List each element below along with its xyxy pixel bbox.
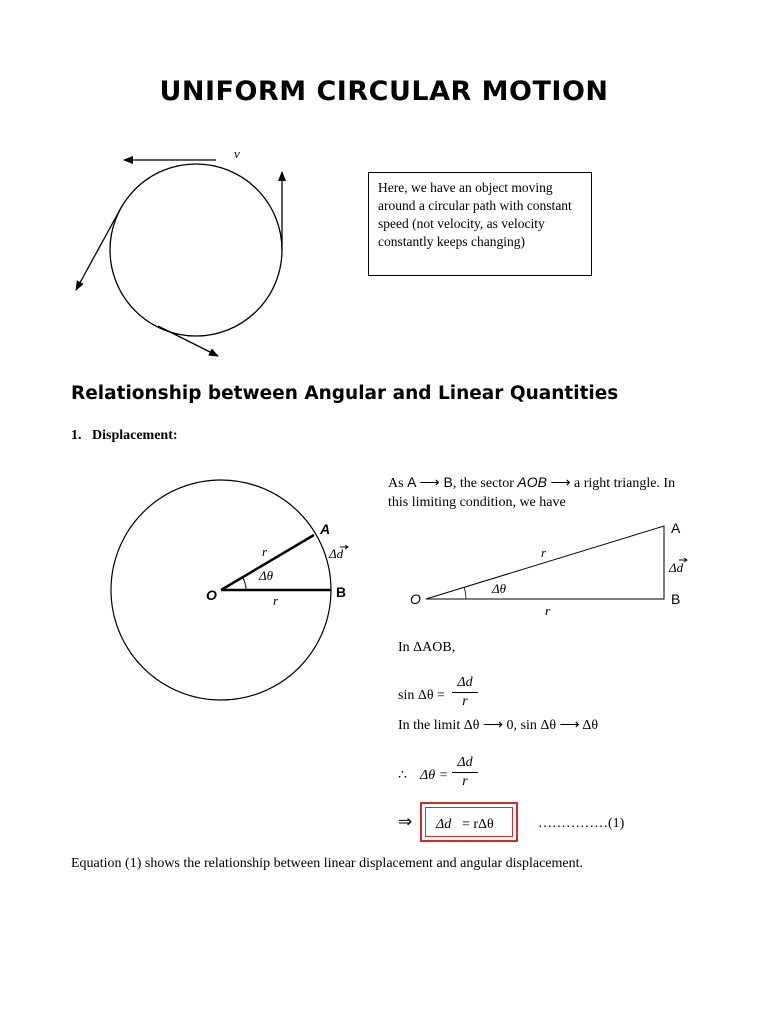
boxed-rhs: = rΔθ	[462, 817, 494, 832]
equation-number: ……………(1)	[538, 816, 625, 831]
motion-circle	[110, 164, 282, 336]
page-title: UNIFORM CIRCULAR MOTION	[159, 76, 609, 107]
displacement-label	[71, 428, 178, 444]
intro-aob: AOB	[517, 474, 547, 490]
intro-tail: ⟶ a right triangle. In	[550, 476, 676, 491]
triangle-diagram	[400, 515, 710, 625]
sector-diagram	[100, 470, 360, 710]
tri-label-r-hyp: r	[541, 545, 547, 560]
sin-fraction	[452, 674, 478, 711]
triangle-angle-arc	[464, 587, 466, 599]
therefore-frac-den: r	[462, 774, 468, 789]
label-r-top: r	[262, 544, 268, 559]
section-heading: Relationship between Angular and Linear Quantities	[71, 383, 619, 404]
limit-text: In the limit Δθ ⟶ 0, sin Δθ ⟶ Δθ	[398, 718, 599, 733]
label-B: B	[336, 584, 347, 600]
label-A: A	[320, 521, 331, 537]
angle-arc	[243, 578, 246, 590]
label-dtheta: Δθ	[259, 568, 274, 583]
tri-label-A: A	[671, 520, 681, 536]
intro-paragraph	[388, 473, 708, 512]
tri-label-r-base: r	[545, 603, 551, 618]
implies-symbol: ⇒	[398, 812, 413, 832]
section-title: Displacement:	[92, 428, 178, 443]
therefore-fraction	[452, 754, 478, 791]
sin-frac-num: Δd	[452, 674, 478, 693]
velocity-arrow-bottom	[158, 326, 218, 356]
label-r-bottom: r	[273, 593, 279, 608]
sin-lhs: sin Δθ =	[398, 688, 445, 703]
conclusion-text: Equation (1) shows the relationship between linear displacement and angular displacement.	[71, 856, 584, 871]
therefore-lhs: Δθ =	[420, 768, 449, 783]
tri-label-B: B	[671, 591, 681, 607]
therefore-frac-num: Δd	[452, 754, 478, 773]
intro-line-2: this limiting condition, we have	[388, 495, 566, 510]
therefore-symbol: ∴	[398, 768, 407, 783]
section-number: 1.	[71, 428, 82, 443]
intro-the-sector: , the sector	[452, 476, 514, 491]
velocity-label: v	[234, 146, 240, 161]
circular-motion-figure	[60, 140, 300, 365]
tri-label-dtheta: Δθ	[492, 581, 507, 596]
intro-a-to-b: A ⟶ B	[407, 474, 453, 490]
note-box: Here, we have an object moving around a circular path with constant speed (not velocity, as velocity constantly keeps changing)	[368, 172, 592, 276]
label-dd: Δd	[329, 546, 344, 561]
tri-label-O: O	[410, 591, 421, 607]
boxed-lhs: Δd	[436, 817, 452, 832]
in-triangle-text: In ΔAOB,	[398, 640, 456, 655]
label-O: O	[206, 587, 217, 603]
tri-label-dd: Δd	[669, 560, 684, 575]
intro-as: As	[388, 476, 404, 491]
sin-frac-den: r	[462, 694, 468, 709]
right-triangle	[426, 526, 664, 599]
intro-line-1	[388, 473, 708, 493]
